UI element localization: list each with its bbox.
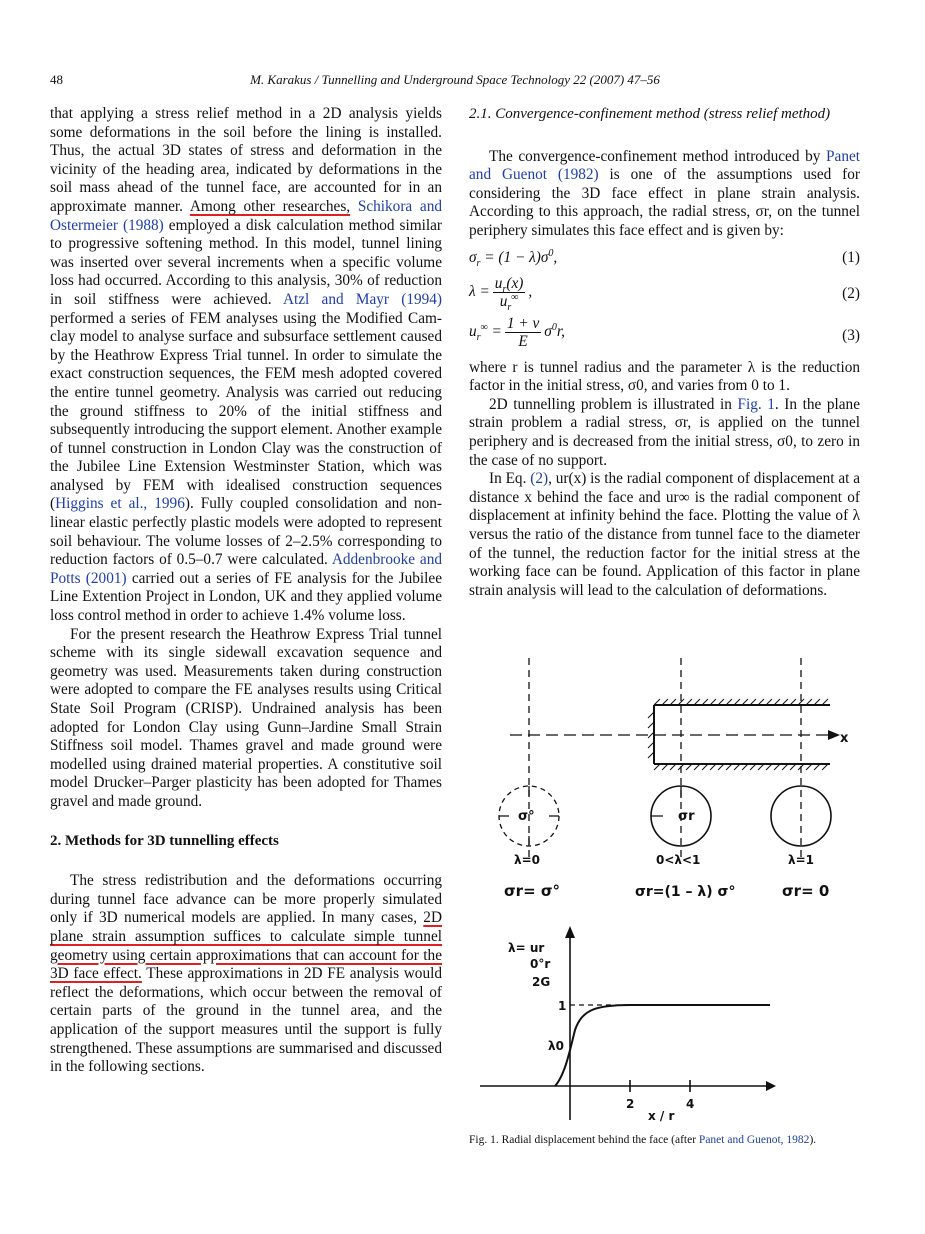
left-paragraph-1: that applying a stress relief method in a 2D analysis yields some deformations in the soil before the lining is installed. Thus, the actual 3D states of stress and deformation in the vicinity of the heading area, indicated by deformations in the soil mass ahead of the tunnel face, are accounted for in an approximate manner. Among other researches, Schikora and Ostermeier (1988) employed a disk calculation method similar to progressive softening method. In this model, tunnel lining was inserted over several increments when a specific volume loss had occurred. According to this analysis, 30% of reduction in soil stiffness were achieved. Atzl and Mayr (1994) performed a series of FEM analyses using the Modified Cam-clay model to analyse surface and subsurface settlement caused by the Heathrow Express Trial tunnel. In order to simulate the exact construction sequences, the FEM mesh adopted covered the entire tunnel geometry. Analysis was carried out reducing the ground stiffness to 20% of the initial stiffness and subsequently introducing the support element. Another example of tunnel construction in London Clay was the construction of the Jubilee Line Extension Westminster Station, which was analysed by FEM with idealised construction sequences (Higgins et al., 1996). Fully coupled consolidation and non-linear elastic perfectly plastic models were adopted to represent soil behaviour. The volume losses of 2–2.5% corresponding to reduction factors of 0.5–0.7 were calculated. Addenbrooke and Potts (2001) carried out a series of FE analysis for the Jubilee Line Extention Project in London, UK and they applied volume loss control method in order to achieve 1.4% volume loss. xyxy=(50,105,443,625)
highlighted-phrase: 2D plane strain assumption suffices to calculate simple tunnel geometry using certain approximations that can account for the 3D face effect. xyxy=(50,909,442,983)
lambda0-label: λ0 xyxy=(548,1039,564,1053)
stress-eq-3: σr= 0 xyxy=(782,882,830,900)
right-column xyxy=(469,105,860,600)
citation-link[interactable]: Panet and Guenot, 1982 xyxy=(698,1134,810,1146)
condition-3: λ=1 xyxy=(788,853,814,867)
x-axis-label: x / r xyxy=(648,1109,675,1123)
axis-arrowhead xyxy=(828,730,840,740)
figure-1 xyxy=(470,650,860,1125)
citation-link[interactable]: Atzl and Mayr (1994) xyxy=(282,290,443,308)
equation-1: $\sigma_r = (1 - \lambda)\sigma^0$, (1) xyxy=(469,247,860,269)
label-sigma0: σ° xyxy=(518,809,535,824)
page-number: 48 xyxy=(50,72,63,87)
y-label-mid: 0°r xyxy=(530,957,551,971)
label-sigmar: σr xyxy=(678,809,695,824)
equation-number: (1) xyxy=(842,248,860,266)
y-label-top: λ= ur xyxy=(508,941,545,955)
equation-number: (3) xyxy=(842,326,860,344)
x-tick-4-label: 4 xyxy=(686,1097,695,1111)
figure-caption: Fig. 1. Radial displacement behind the face (after Panet and Guenot, 1982). xyxy=(469,1134,817,1146)
left-paragraph-3: The stress redistribution and the deformations occurring during tunnel face advance can be more properly simulated only if 3D numerical models are applied. In many cases, 2D plane strain assumption suffices to calculate simple tunnel geometry using certain approximations that can account for the 3D face effect. These approximations in 2D FE analysis would reflect the deformations, which occur between the removal of certain parts of the ground in the tunnel area, and the application of the support measures until the support is fully strengthened. These assumptions are summarised and discussed in the following sections. xyxy=(50,872,442,1076)
section-heading: 2. Methods for 3D tunnelling effects xyxy=(50,832,279,849)
y-arrowhead xyxy=(565,926,575,938)
x-arrowhead xyxy=(766,1081,776,1091)
stress-eq-1: σr= σ° xyxy=(504,882,561,900)
citation-link[interactable]: Schikora and Ostermeier (1988) xyxy=(50,197,442,234)
left-column xyxy=(50,105,442,1077)
axis-label-x: x xyxy=(840,731,849,746)
condition-2: 0<λ<1 xyxy=(656,853,701,867)
right-paragraph-1: The convergence-confinement method introduced by Panet and Guenot (1982) is one of the assumptions used for considering the 3D face effect in plane strain analysis. According to this approach, the radial stress, σr, on the tunnel periphery simulates this face effect and is given by: xyxy=(469,147,861,239)
right-paragraph-2: where r is tunnel radius and the parameter λ is the reduction factor in the initial stress, σ0, and varies from 0 to 1. xyxy=(469,358,860,395)
y-tick-one: 1 xyxy=(558,999,567,1013)
equation-3: $u_r^\infty$ = $\frac{1 + \nu}{E}$ $\sigma^0r$, (3) xyxy=(469,314,860,350)
right-paragraph-4: In Eq. (2), ur(x) is the radial component of displacement at a distance x behind the face and ur∞ is the radial component of displacement at infinity behind the face. Plotting the value of λ versus the ratio of the distance from tunnel face to the diameter of the tunnel, the reduction factor for the initial stress at the working face can be found. Application of this factor in plane strain analysis will lead to the calculation of deformations. xyxy=(469,470,861,599)
subsection-heading: 2.1. Convergence-confinement method (stress relief method) xyxy=(469,106,831,122)
y-label-bot: 2G xyxy=(532,975,551,989)
citation-link[interactable]: Addenbrooke and Potts (2001) xyxy=(50,551,443,587)
graph-curve xyxy=(555,1005,770,1086)
equation-link[interactable]: (2) xyxy=(530,470,549,488)
condition-1: λ=0 xyxy=(514,853,540,867)
left-paragraph-2: For the present research the Heathrow Express Trial tunnel scheme with its single sidewall excavation sequence and geometry was used. Measurements taken during construction were adopted to compare the FE analyses results using Critical State Soil Program (CRISP). Undrained analysis has been adopted for London Clay using Gunn–Jardine Small Strain Stiffness soil model. Thames gravel and made ground were modelled using drained material properties. A constitutive soil model Drucker–Parger plasticity has been adopted for Thames gravel and made ground. xyxy=(50,625,442,810)
equation-number: (2) xyxy=(842,284,860,302)
highlighted-phrase: Among other researches, xyxy=(189,197,351,215)
citation-link[interactable]: Higgins et al., 1996 xyxy=(55,495,185,513)
x-tick-2-label: 2 xyxy=(626,1097,635,1111)
running-title: M. Karakus / Tunnelling and Underground Space Technology 22 (2007) 47–56 xyxy=(250,72,660,87)
figure-link[interactable]: Fig. 1 xyxy=(737,395,775,413)
equation-2: λ = $\frac{u_r(x)}{u_r^\infty}$ , (2) xyxy=(469,274,860,313)
right-paragraph-3: 2D tunnelling problem is illustrated in Fig. 1. In the plane strain problem a radial stress, σr, is applied on the tunnel periphery and is decreased from the initial stress, σ0, to zero in the case of no support. xyxy=(469,395,860,469)
running-header xyxy=(50,72,860,90)
citation-link[interactable]: Panet and Guenot (1982) xyxy=(469,147,861,184)
stress-eq-2: σr=(1 – λ) σ° xyxy=(635,884,736,900)
